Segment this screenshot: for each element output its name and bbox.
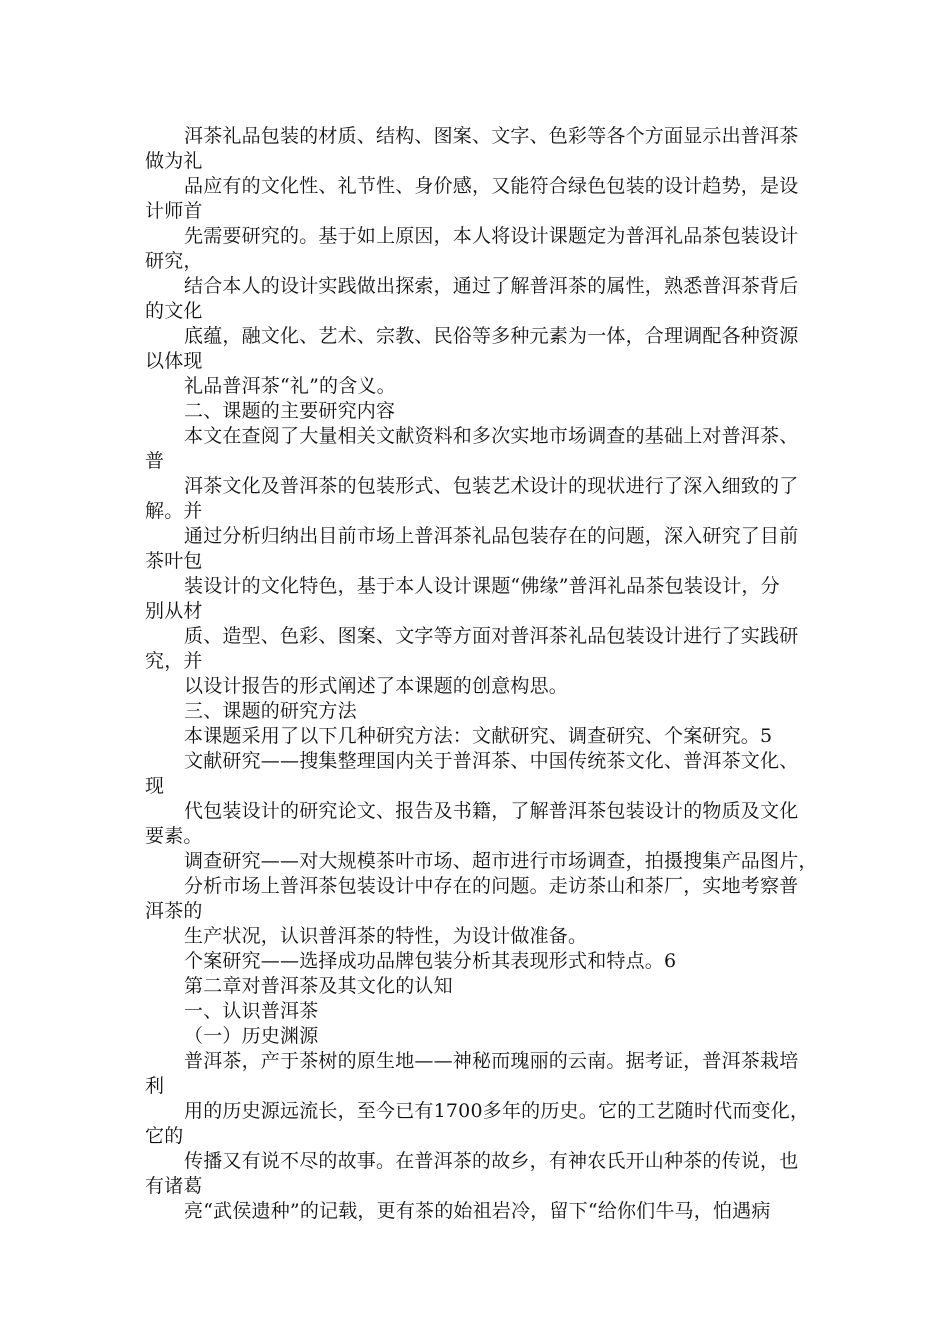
text-line: 底蕴，融文化、艺术、宗教、民俗等多种元素为一体，合理调配各种资源: [184, 325, 799, 347]
text-line: 三、课题的研究方法: [184, 700, 357, 722]
text-line: 个案研究——选择成功品牌包装分析其表现形式和特点。6: [184, 950, 677, 972]
text-line: 研究，: [145, 250, 203, 272]
text-line: 有诸葛: [145, 1175, 203, 1197]
text-line: 第二章对普洱茶及其文化的认知: [184, 975, 453, 997]
text-line: 二、课题的主要研究内容: [184, 400, 396, 422]
text-line: 调查研究——对大规模茶叶市场、超市进行市场调查，拍摄搜集产品图片，: [184, 850, 818, 872]
text-line: 洱茶的: [145, 900, 203, 922]
text-line: 它的: [145, 1125, 184, 1147]
text-line: 结合本人的设计实践做出探索，通过了解普洱茶的属性，熟悉普洱茶背后: [184, 275, 799, 297]
text-line: 本文在查阅了大量相关文献资料和多次实地市场调查的基础上对普洱茶、: [184, 425, 799, 447]
text-line: 品应有的文化性、礼节性、身价感，又能符合绿色包装的设计趋势，是设: [184, 175, 799, 197]
text-line: 分析市场上普洱茶包装设计中存在的问题。走访茶山和茶厂，实地考察普: [184, 875, 799, 897]
text-line: 先需要研究的。基于如上原因，本人将设计课题定为普洱礼品茶包装设计: [184, 225, 799, 247]
text-line: 本课题采用了以下几种研究方法：文献研究、调查研究、个案研究。5: [184, 725, 773, 747]
text-line: 究，并: [145, 650, 203, 672]
text-line: 洱茶礼品包装的材质、结构、图案、文字、色彩等各个方面显示出普洱茶: [184, 125, 799, 147]
document-page: [145, 124, 818, 1224]
text-line: 礼品普洱茶“礼”的含义。: [184, 375, 396, 397]
text-line: 传播又有说不尽的故事。在普洱茶的故乡，有神农氏开山种茶的传说，也: [184, 1150, 799, 1172]
text-line: 以设计报告的形式阐述了本课题的创意构思。: [184, 675, 569, 697]
text-line: 生产状况，认识普洱茶的特性，为设计做准备。: [184, 925, 588, 947]
text-line: 要素。: [145, 825, 203, 847]
text-line: 洱茶文化及普洱茶的包装形式、包装艺术设计的现状进行了深入细致的了: [184, 475, 799, 497]
text-line: 解。并: [145, 500, 203, 522]
text-line: 普洱茶，产于茶树的原生地——神秘而瑰丽的云南。据考证，普洱茶栽培: [184, 1050, 799, 1072]
text-line: 计师首: [145, 200, 203, 222]
text-line: 以体现: [145, 350, 203, 372]
text-line: 通过分析归纳出目前市场上普洱茶礼品包装存在的问题，深入研究了目前: [184, 525, 799, 547]
text-line: 茶叶包: [145, 550, 203, 572]
text-line: 亮“武侯遗种”的记载，更有茶的始祖岩冷，留下“给你们牛马，怕遇病: [184, 1200, 771, 1222]
text-line: 利: [145, 1075, 165, 1097]
text-line: 文献研究——搜集整理国内关于普洱茶、中国传统茶文化、普洱茶文化、: [184, 750, 799, 772]
text-line: 质、造型、色彩、图案、文字等方面对普洱茶礼品包装设计进行了实践研: [184, 625, 799, 647]
text-line: 用的历史源远流长，至今已有1700多年的历史。它的工艺随时代而变化，: [184, 1100, 810, 1122]
text-line: 一、认识普洱茶: [184, 1000, 319, 1022]
text-line: 装设计的文化特色，基于本人设计课题“佛缘”普洱礼品茶包装设计，分: [184, 575, 780, 597]
text-line: 代包装设计的研究论文、报告及书籍，了解普洱茶包装设计的物质及文化: [184, 800, 799, 822]
text-line: 做为礼: [145, 150, 203, 172]
text-line: 别从材: [145, 600, 203, 622]
text-line: 的文化: [145, 300, 203, 322]
text-line: （一）历史渊源: [184, 1025, 319, 1047]
text-line: 普: [145, 450, 165, 472]
text-line: 现: [145, 775, 165, 797]
